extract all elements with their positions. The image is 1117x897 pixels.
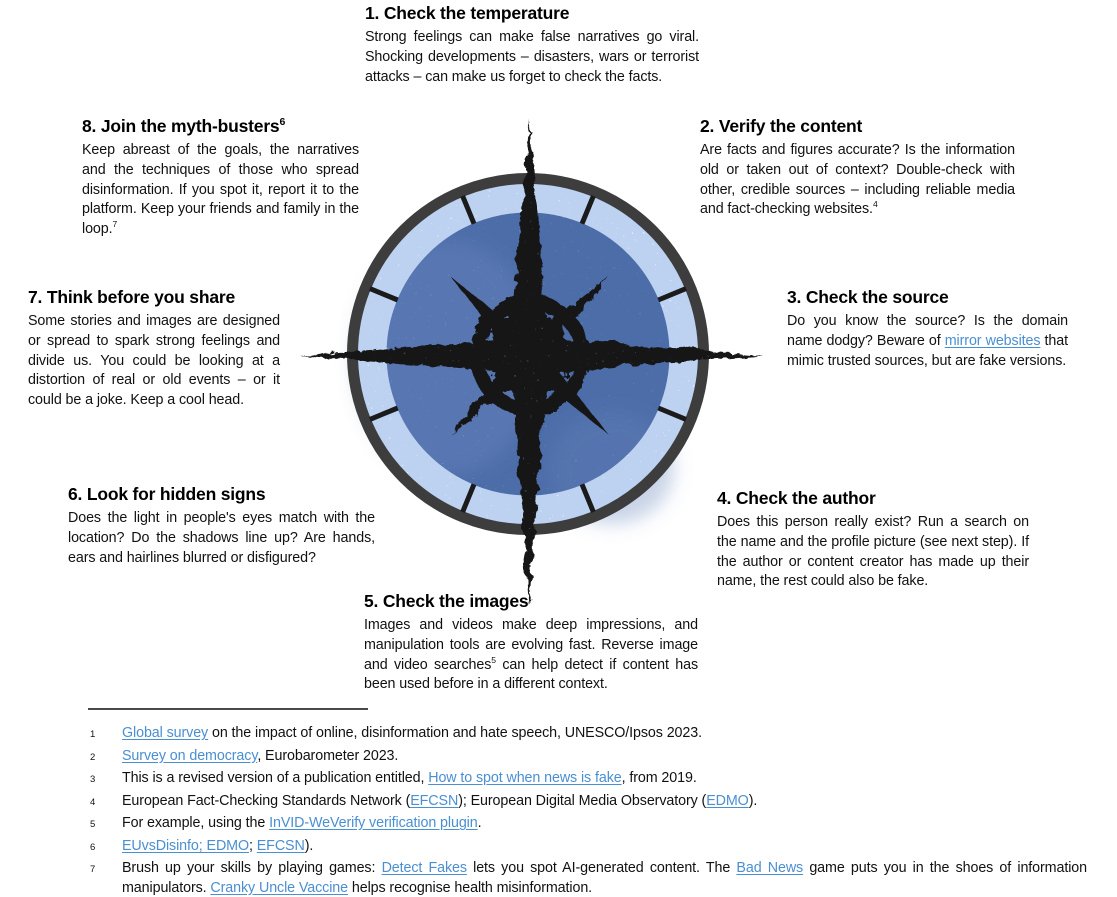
footnote-text: Brush up your skills by playing games: Detect Fakes lets you spot AI-generated content. The Bad News game puts you in the shoes of information manipulators. Cranky Uncle Vaccine helps recognise health misinformation. — [122, 860, 1087, 896]
footnote-ref: 5 — [491, 654, 496, 665]
step-body: Strong feelings can make false narratives go viral. Shocking developments – disasters, wars or terrorist attacks – can make us forget to check the facts. — [365, 29, 699, 85]
step-title: 1. Check the temperature — [365, 3, 570, 23]
footnote-ref: 7 — [112, 219, 118, 230]
footnotes-section — [90, 724, 1087, 897]
efcsn-link[interactable]: EFCSN — [410, 792, 459, 809]
footnote-2 — [90, 747, 1087, 768]
footnote-number: 1 — [90, 729, 96, 740]
step-title: 4. Check the author — [717, 488, 876, 508]
footnote-text: European Fact-Checking Standards Network (EFCSN); European Digital Media Observatory (EDMO). — [122, 792, 758, 809]
step-7-think-before-you-share — [28, 287, 280, 411]
edmo-link[interactable]: EDMO — [706, 792, 749, 809]
how-to-spot-fake-news-link[interactable]: How to spot when news is fake — [428, 770, 622, 786]
footnote-3 — [90, 769, 1087, 790]
footnote-divider — [88, 708, 368, 710]
step-body: Does the light in people's eyes match with the location? Do the shadows line up? Are hands, ears and hairlines blurred or disfigured? — [68, 510, 375, 566]
footnote-text: For example, using the InVID-WeVerify verification plugin. — [122, 815, 482, 831]
global-survey-link[interactable]: Global survey — [122, 725, 209, 741]
step-body: Keep abreast of the goals, the narratives and the techniques of those who spread disinformation. If you spot it, report it to the platform. Keep your friends and family in the loop.$^7$ — [82, 142, 359, 238]
step-1-check-the-temperature — [365, 3, 699, 87]
footnote-number: 5 — [90, 819, 96, 830]
footnote-number: 2 — [90, 751, 96, 763]
footnote-4 — [90, 792, 1087, 813]
footnote-number: 4 — [90, 796, 96, 808]
footnote-5 — [90, 814, 1087, 835]
footnote-7 — [90, 859, 1087, 897]
step-4-check-the-author — [717, 488, 1029, 592]
step-body: Images and videos make deep impressions, and manipulation tools are evolving fast. Reverse image and video searches$^5$ can help detect if content has been used before in a different context. — [364, 617, 698, 693]
footnote-6 — [90, 837, 1087, 858]
footnote-1 — [90, 724, 1087, 745]
step-title: 7. Think before you share — [28, 287, 235, 307]
footnote-ref: 4 — [872, 199, 878, 210]
footnote-text: Global survey on the impact of online, disinformation and hate speech, UNESCO/Ipsos 2023. — [122, 725, 702, 741]
step-6-look-for-hidden-signs — [68, 484, 375, 568]
step-8-join-the-myth-busters — [82, 116, 359, 240]
detect-fakes-link[interactable]: Detect Fakes — [381, 860, 467, 876]
euvsdisinfo-edmo-link[interactable]: EUvsDisinfo; EDMO — [122, 837, 249, 854]
efcsn-link-2[interactable]: EFCSN — [256, 837, 305, 854]
footnote-number: 6 — [90, 841, 96, 853]
step-3-check-the-source — [787, 287, 1068, 371]
step-body: Are facts and figures accurate? Is the information old or taken out of context? Double-check with other, credible sources – including reliable media and fact-checking websites.$^4$ — [700, 142, 1015, 218]
step-2-verify-the-content — [700, 116, 1015, 220]
footnote-text: Survey on democracy, Eurobarometer 2023. — [122, 747, 399, 764]
step-body: Do you know the source? Is the domain name dodgy? Beware of mirror websites that mimic trusted sources, but are fake versions. — [787, 313, 1068, 369]
step-title: 6. Look for hidden signs — [68, 484, 266, 504]
footnote-text: This is a revised version of a publication entitled, How to spot when news is fake, from 2019. — [122, 770, 697, 786]
step-5-check-the-images — [364, 591, 698, 695]
bad-news-link[interactable]: Bad News — [736, 860, 804, 876]
survey-on-democracy-link[interactable]: Survey on democracy — [122, 747, 258, 764]
footnote-ref: 6 — [279, 116, 286, 129]
footnote-text: EUvsDisinfo; EDMO; EFCSN). — [122, 837, 314, 854]
step-title: 8. Join the myth-busters$^6$ — [82, 116, 286, 136]
footnote-number: 7 — [90, 864, 96, 875]
step-body: Some stories and images are designed or spread to spark strong feelings and divide us. You could be looking at a distortion of real or old events – or it could be a joke. Keep a cool head. — [28, 313, 280, 409]
step-title: 5. Check the images — [364, 591, 529, 611]
invid-weverify-link[interactable]: InVID-WeVerify verification plugin — [269, 815, 478, 831]
cranky-uncle-vaccine-link[interactable]: Cranky Uncle Vaccine — [210, 879, 348, 896]
step-body: Does this person really exist? Run a search on the name and the profile picture (see next step). If the author or content creator has made up their name, the rest could also be fake. — [717, 514, 1029, 590]
footnote-number: 3 — [90, 774, 96, 785]
step-title: 2. Verify the content — [700, 116, 863, 136]
mirror-websites-link[interactable]: mirror websites — [944, 332, 1041, 349]
step-title: 3. Check the source — [787, 287, 949, 307]
